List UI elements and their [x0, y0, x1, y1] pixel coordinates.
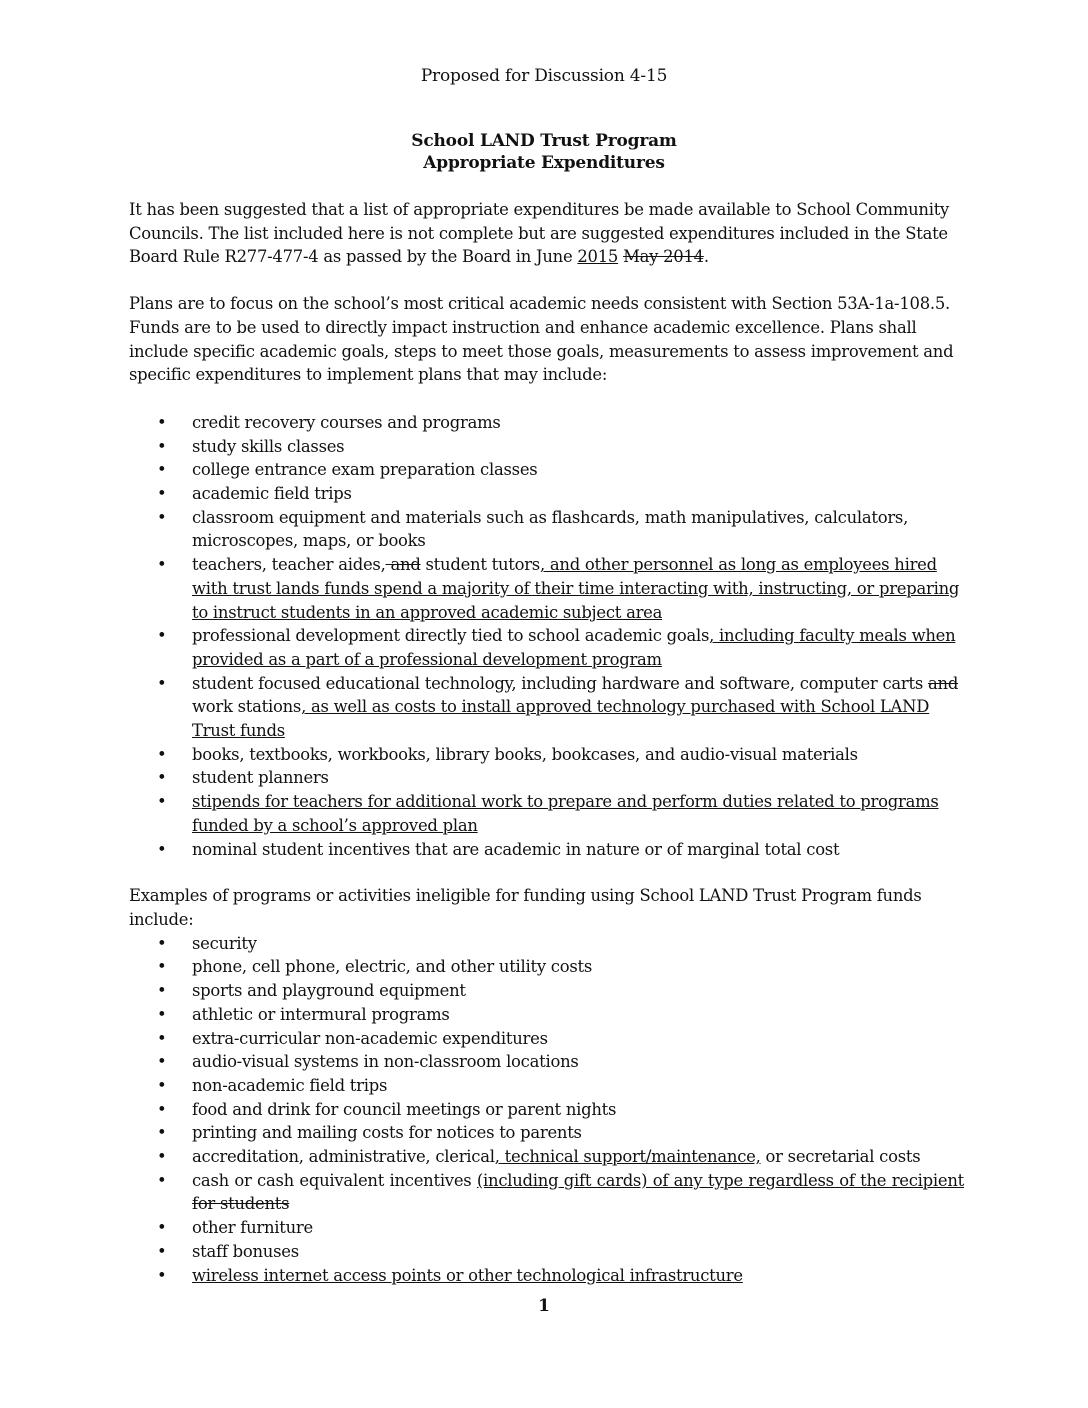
- inserted-text: (including gift cards) of any type regardless of the recipient: [476, 1170, 964, 1190]
- title-line-1: School LAND Trust Program: [411, 131, 677, 151]
- item-text: cash or cash equivalent incentives: [192, 1170, 477, 1190]
- item-text: accreditation, administrative, clerical: [192, 1147, 495, 1167]
- inserted-text: , as well as costs to install approved technology purchased with School LAND Trust funds: [192, 697, 930, 741]
- deleted-date: May 2014: [623, 247, 704, 267]
- item-text: work stations: [192, 697, 302, 717]
- item-text: student tutors: [420, 555, 540, 575]
- ineligible-intro: Examples of programs or activities ineligible for funding using School LAND Trust Program funds include:: [129, 886, 922, 929]
- list-item: • audio-visual systems in non-classroom locations: [129, 1050, 964, 1074]
- deleted-text: for students: [192, 1194, 290, 1214]
- list-item: [129, 624, 964, 671]
- deleted-text: and: [385, 555, 421, 575]
- inserted-text: , including faculty meals when provided as a part of a professional development program: [192, 626, 956, 669]
- list-item: • security: [129, 932, 964, 956]
- item-text: teachers, teacher aides,: [192, 555, 386, 575]
- list-item: [129, 672, 964, 743]
- list-item: • academic field trips: [129, 482, 964, 506]
- list-item: • extra-curricular non-academic expenditures: [129, 1027, 964, 1051]
- item-text: student focused educational technology, including hardware and software, computer carts: [192, 673, 928, 693]
- list-item: [129, 1145, 964, 1169]
- list-item: [129, 553, 964, 624]
- list-item: [129, 790, 964, 837]
- intro-text: It has been suggested that a list of appropriate expenditures be made available to School Community Councils. The list included here is not complete but are suggested expenditures included in the State Board Rule R277-477-4 as passed by the Board in June: [129, 200, 950, 267]
- inserted-text: , and other personnel as long as employees hired with trust lands funds spend a majority of their time interacting with, instructing, or preparing to instruct students in an approved academic subject area: [192, 555, 960, 622]
- list-item: • other furniture: [129, 1216, 964, 1240]
- list-item: • student planners: [129, 766, 964, 790]
- list-item: • food and drink for council meetings or parent nights: [129, 1098, 964, 1122]
- document-body: [129, 198, 964, 1287]
- inserted-text: wireless internet access points or other technological infrastructure: [192, 1265, 743, 1285]
- document-title: [0, 130, 1088, 174]
- list-item: • classroom equipment and materials such as flashcards, math manipulatives, calculators, microscopes, maps, or books: [129, 506, 964, 553]
- inserted-text: stipends for teachers for additional work to prepare and perform duties related to programs funded by a school’s approved plan: [192, 792, 939, 835]
- list-item: • nominal student incentives that are academic in nature or of marginal total cost: [129, 838, 964, 862]
- list-item: • books, textbooks, workbooks, library books, bookcases, and audio-visual materials: [129, 743, 964, 767]
- title-line-2: Appropriate Expenditures: [423, 153, 665, 173]
- list-item: • athletic or intermural programs: [129, 1003, 964, 1027]
- page-number: 1: [538, 1296, 550, 1316]
- deleted-text: and: [927, 673, 959, 693]
- list-item: [129, 1169, 964, 1216]
- list-item: • college entrance exam preparation classes: [129, 458, 964, 482]
- inserted-date: 2015: [577, 247, 619, 267]
- list-item: [129, 1264, 964, 1288]
- plans-paragraph: Plans are to focus on the school’s most critical academic needs consistent with Section 53A-1a-108.5. Funds are to be used to directly impact instruction and enhance academic excellence. Plans shall include specific academic goals, steps to meet those goals, measurements to assess improvement and specific expenditures to implement plans that may include:: [129, 294, 954, 385]
- list-item: • study skills classes: [129, 435, 964, 459]
- item-text: or secretarial costs: [760, 1147, 921, 1167]
- page-header: Proposed for Discussion 4-15: [420, 66, 668, 86]
- intro-period: .: [703, 247, 709, 267]
- inserted-text: , technical support/maintenance,: [494, 1147, 761, 1167]
- intro-paragraph: [129, 198, 964, 269]
- eligible-expenditures-list: [129, 411, 964, 861]
- list-item: • phone, cell phone, electric, and other utility costs: [129, 955, 964, 979]
- ineligible-expenditures-list: [129, 932, 964, 1288]
- list-item: • non-academic field trips: [129, 1074, 964, 1098]
- list-item: • sports and playground equipment: [129, 979, 964, 1003]
- item-text: professional development directly tied to school academic goals: [192, 626, 710, 646]
- list-item: • printing and mailing costs for notices to parents: [129, 1121, 964, 1145]
- list-item: • staff bonuses: [129, 1240, 964, 1264]
- list-item: • credit recovery courses and programs: [129, 411, 964, 435]
